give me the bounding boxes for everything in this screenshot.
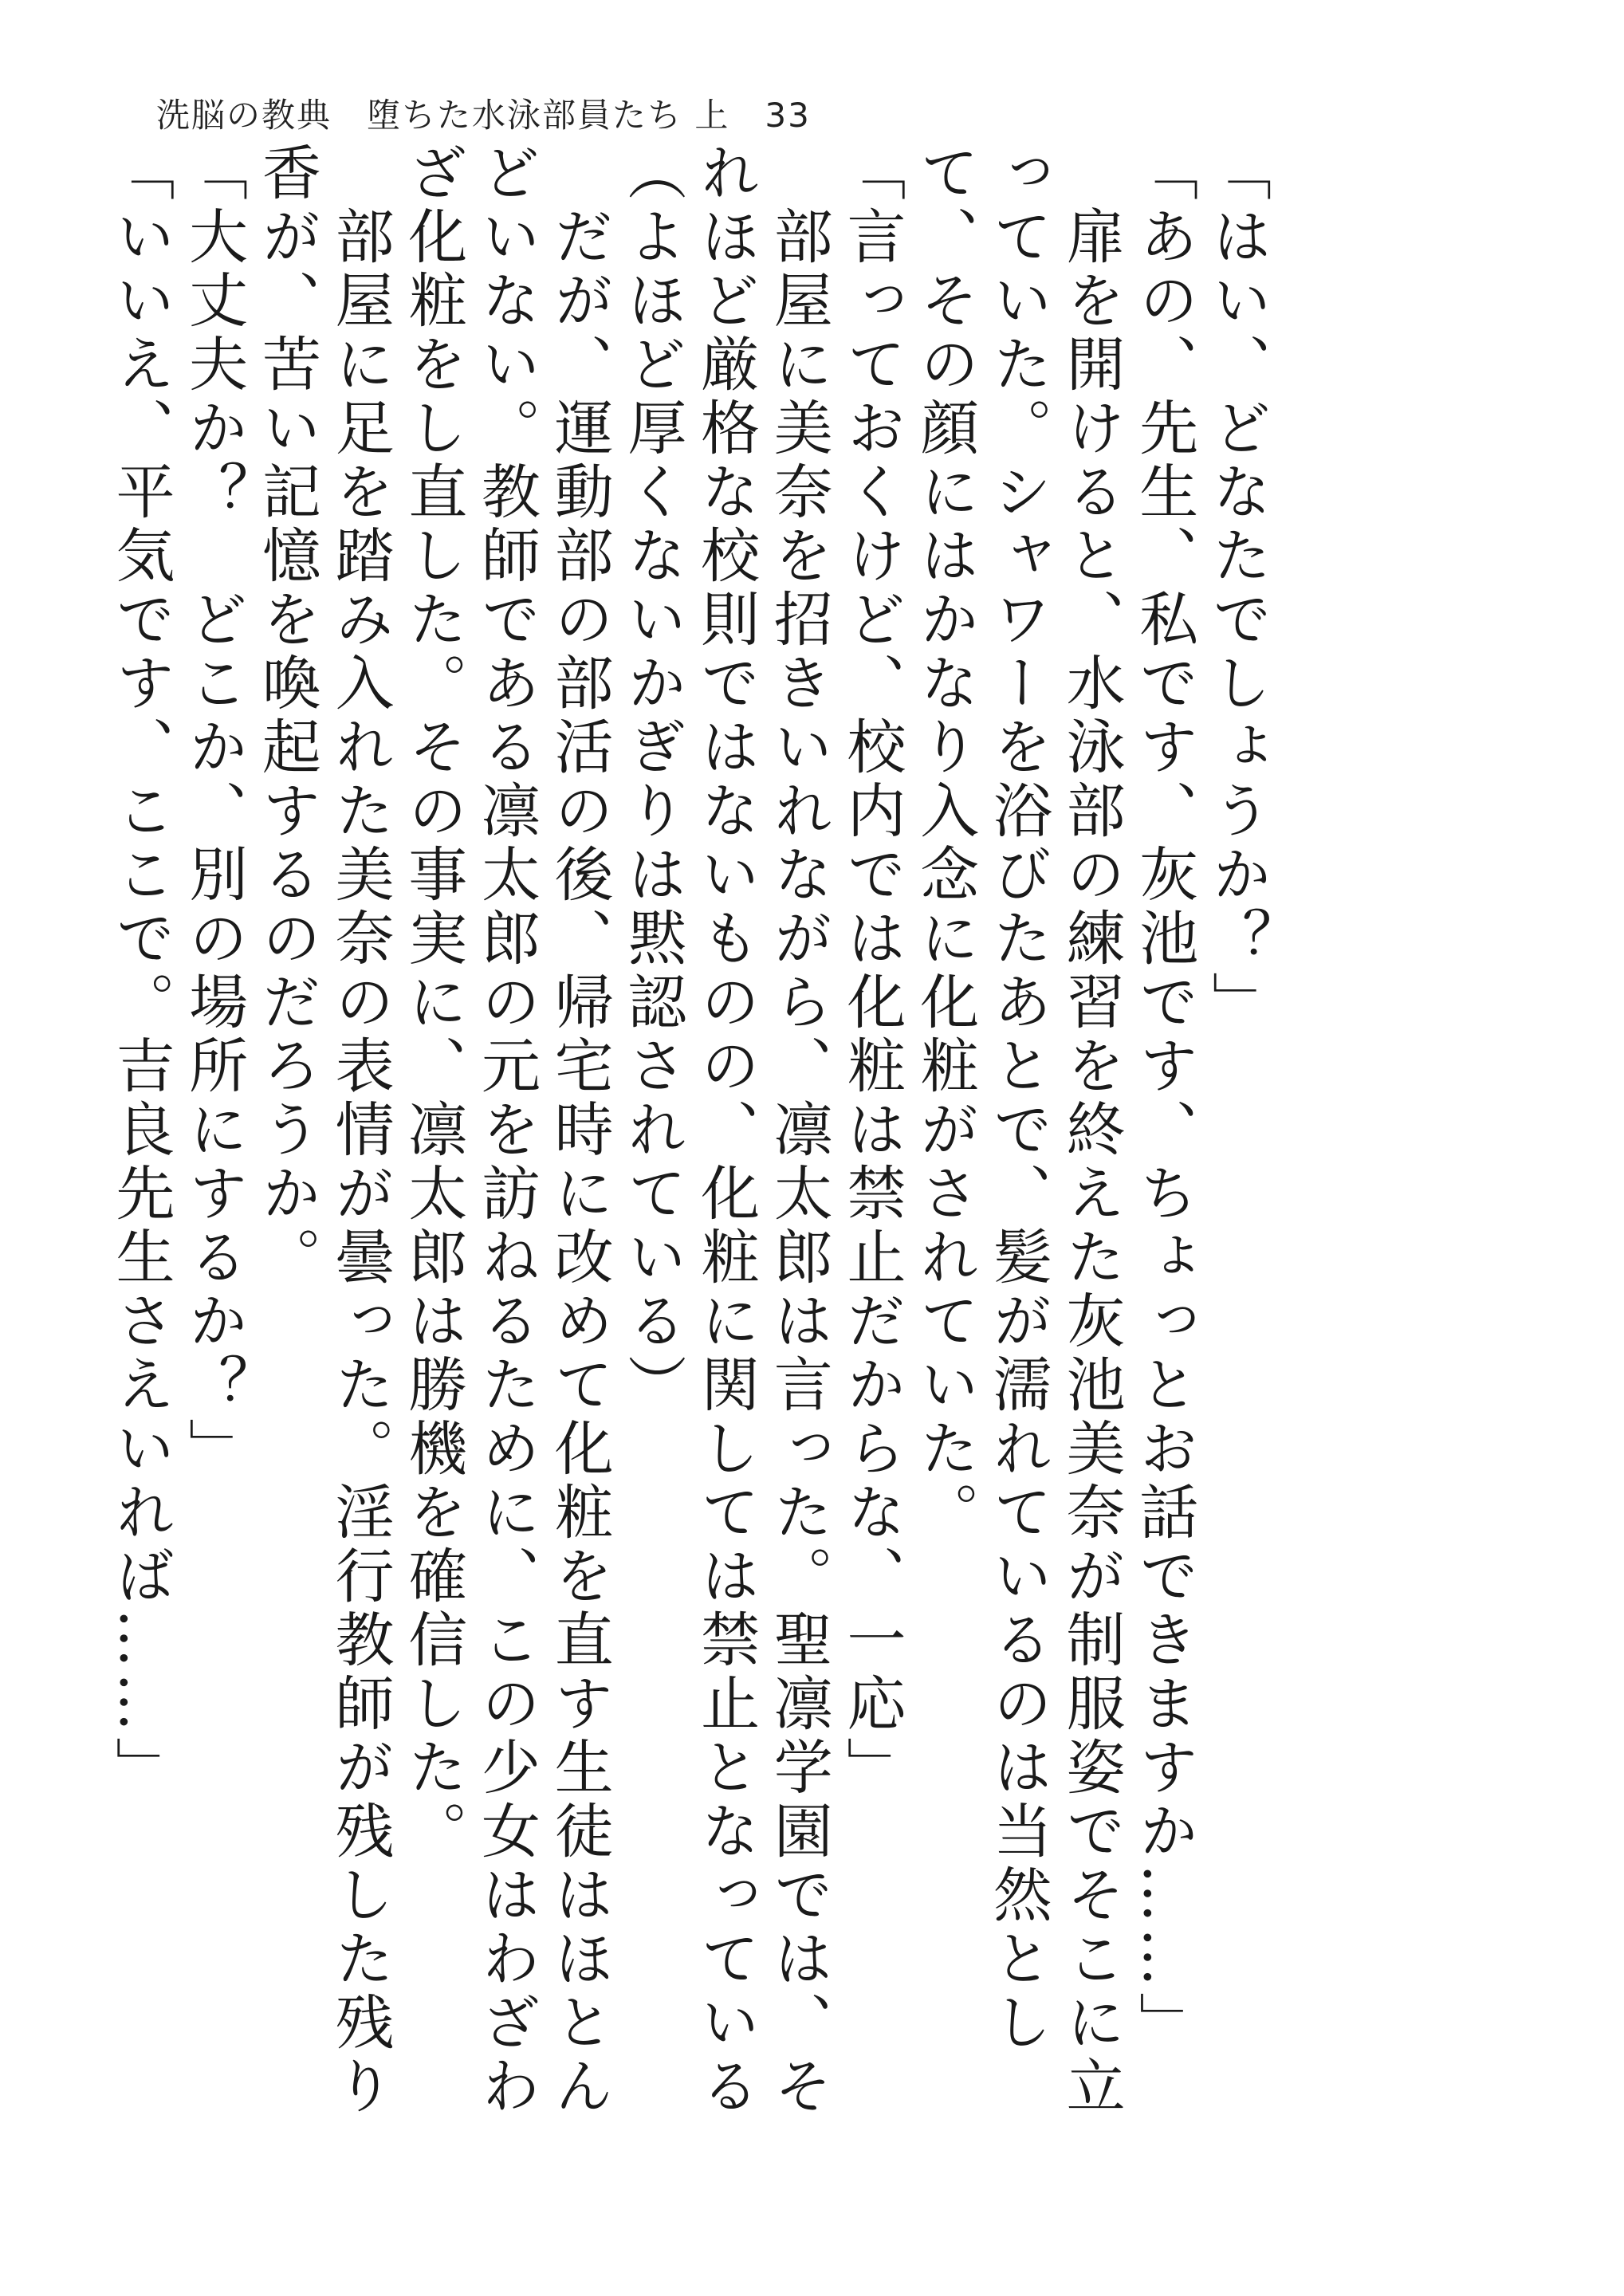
paragraph: 部屋に美奈を招きいれながら、凛太郎は言った。聖凛学園では、それほど厳格な校則ではないものの、化粧に関しては禁止となっている（よほど厚くないかぎりは黙認されている） bbox=[618, 142, 833, 2119]
paragraph: 「はい、どなたでしょうか？」 bbox=[1203, 142, 1272, 1035]
paragraph: 「言っておくけど、校内では化粧は禁止だからな、一応」 bbox=[837, 142, 906, 1800]
paragraph: 扉を開けると、水泳部の練習を終えた灰池美奈が制服姿でそこに立っていた。シャワーを浴びたあとで、髪が濡れているのは当然として、その顔にはかなり入念に化粧がされていた。 bbox=[910, 142, 1126, 2119]
paragraph: 「あの、先生、私です、灰池です、ちょっとお話できますか……」 bbox=[1130, 142, 1199, 2055]
paragraph: 「いいえ、平気です、ここで。吉良先生さえいれば……」 bbox=[106, 142, 175, 1800]
paragraph: 「大丈夫か？ どこか、別の場所にするか？」 bbox=[179, 142, 249, 1481]
paragraph: だが、運動部の部活の後、帰宅時に改めて化粧を直す生徒はほとんどいない。教師である凛太郎の元を訪ねるために、この少女はわざわざ化粧をし直した。その事実に、凛太郎は勝機を確信した。 bbox=[399, 142, 614, 2119]
running-header: 洗脳の教典 堕ちた水泳部員たち 上 33 bbox=[156, 96, 811, 135]
paragraph: 部屋に足を踏み入れた美奈の表情が曇った。淫行教師が残した残り香が、苦い記憶を喚起するのだろうか。 bbox=[252, 142, 395, 2119]
body-text bbox=[77, 142, 1273, 2167]
